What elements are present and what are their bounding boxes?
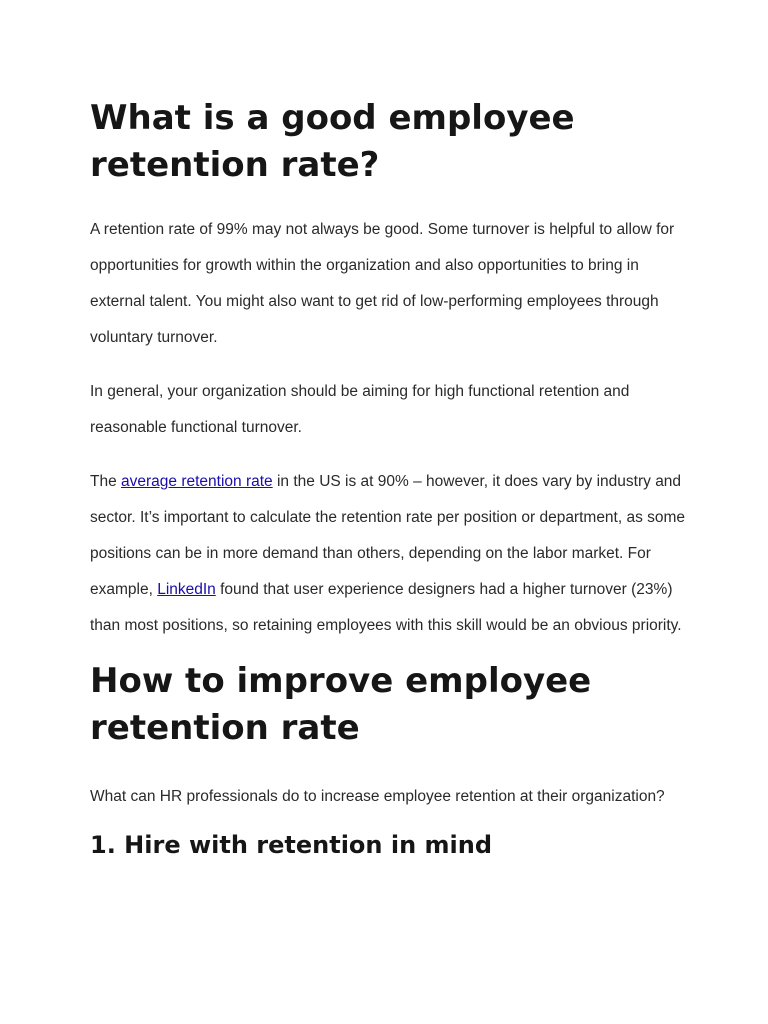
- linkedin-link[interactable]: LinkedIn: [157, 581, 216, 598]
- section-heading-good-retention-rate: What is a good employee retention rate?: [90, 98, 575, 185]
- article: [90, 95, 690, 861]
- subheading-hire-with-retention: 1. Hire with retention in mind: [90, 831, 493, 859]
- average-retention-rate-link[interactable]: average retention rate: [121, 473, 273, 490]
- text-segment: The: [90, 473, 122, 490]
- paragraph-retention-99-percent: A retention rate of 99% may not always be good. Some turnover is helpful to allow for opportunities for growth within the organization and also opportunities to bring in external talent. You might also want to get rid of low-performing employees through voluntary turnover.: [90, 221, 675, 346]
- text-segment: in the US is at 90% – however, it does vary by industry and sector. It’s important to calculate the retention rate per position or department, as some positions can be in more demand than others, depending on the labor market. For example,: [90, 473, 686, 598]
- paragraph-functional-retention: In general, your organization should be aiming for high functional retention and reasonable functional turnover.: [90, 383, 630, 436]
- text-segment: found that user experience designers had a higher turnover (23%) than most positions, so retaining employees with this skill would be an obvious priority.: [90, 581, 682, 634]
- paragraph-hr-question: What can HR professionals do to increase employee retention at their organization?: [90, 788, 665, 805]
- section-heading-improve-retention: How to improve employee retention rate: [90, 661, 592, 748]
- paragraph-average-retention: [90, 464, 690, 644]
